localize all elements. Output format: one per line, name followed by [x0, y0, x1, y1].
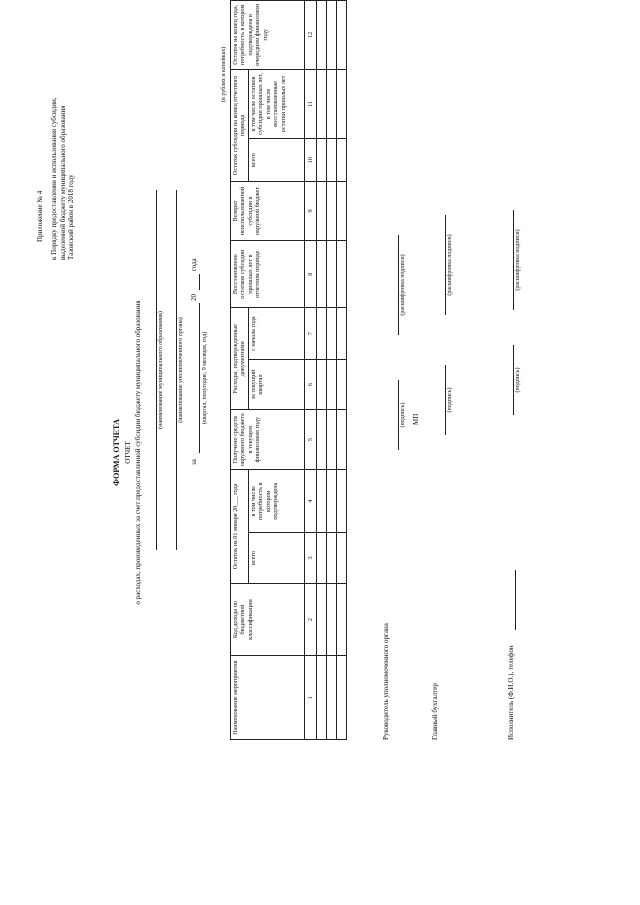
- col-header-incl-2: в том числе остатков субсидии прошлых лет, в том числе восстановленные остатки прошлых лет: [249, 69, 305, 139]
- col-number: 2: [305, 583, 317, 656]
- col-header-total-2: всего: [249, 139, 305, 182]
- units-note: (в рублях и копейках): [221, 46, 227, 102]
- executor-sign-line: [513, 345, 514, 415]
- col-number: 5: [305, 410, 317, 470]
- col-header-exp-year: с начала года: [249, 308, 305, 359]
- col-header-need-1: в том числе потребность в котором подтверждена: [249, 470, 305, 533]
- period-year-suffix: года: [190, 258, 198, 271]
- executor-phone-line: [515, 570, 516, 630]
- stamp-mp: МП: [412, 413, 420, 425]
- accountant-decode-caption: (расшифровка подписи): [447, 234, 453, 296]
- col-number: 4: [305, 470, 317, 533]
- col-number: 1: [305, 656, 317, 740]
- table-row: [327, 1, 337, 740]
- col-header-expenses: Расходы, подтвержденные документами: [231, 308, 249, 410]
- column-numbers-row: [305, 1, 317, 740]
- accountant-label: Главный бухгалтер: [431, 683, 439, 740]
- col-number: 12: [305, 1, 317, 70]
- head-decode-caption: (расшифровка подписи): [400, 254, 406, 316]
- col-number: 10: [305, 139, 317, 182]
- municipality-line: [156, 190, 157, 550]
- appendix-line-1: к Порядку предоставления и использования субсидии,: [50, 97, 59, 260]
- report-table: [230, 0, 347, 740]
- report-subtitle: о расходах, произведенных за счет предоставленной субсидии бюджету муниципального образования: [134, 300, 142, 605]
- appendix-number: Приложение № 4: [36, 190, 44, 242]
- executor-label: Исполнитель (Ф.И.О.), телефон: [507, 645, 515, 740]
- period-caption: (квартал, полугодие, 9 месяцев, год): [202, 331, 208, 425]
- col-number: 8: [305, 240, 317, 307]
- executor-decode-caption: (расшифровка подписи): [515, 229, 521, 291]
- period-prefix: за: [190, 459, 198, 465]
- executor-sign-caption: (подпись): [515, 367, 521, 393]
- accountant-sign-line: [445, 365, 446, 435]
- appendix-line-3: Тазовский район в 2018 году: [67, 174, 76, 260]
- period-line: [199, 303, 200, 453]
- head-decode-line: [398, 235, 399, 335]
- col-header-balance-start: Остаток на 01 января 20___ года: [231, 470, 249, 584]
- col-header-received: Получено средств окружного бюджета в текущем финансовом году: [231, 410, 305, 470]
- col-header-exp-quarter: за текущий квартал: [249, 359, 305, 409]
- col-header-code: Код дохода по бюджетной классификации: [231, 583, 305, 656]
- accountant-sign-caption: (подпись): [447, 387, 453, 413]
- head-sign-line: [398, 380, 399, 450]
- col-header-returned: Возврат неиспользованной субсидии в окружной бюджет: [231, 182, 305, 241]
- appendix-block: [36, 10, 76, 260]
- col-header-restored: Восстановлено остатков субсидии прошлых лет в отчетном периоде: [231, 240, 305, 307]
- executor-decode-line: [513, 210, 514, 310]
- col-header-total-1: всего: [249, 533, 305, 583]
- head-sign-caption: (подпись): [400, 402, 406, 428]
- col-number: 6: [305, 359, 317, 409]
- head-label: Руководитель уполномоченного органа: [382, 623, 390, 740]
- col-number: 3: [305, 533, 317, 583]
- authority-caption: (наименование уполномоченного органа): [178, 317, 184, 423]
- table-row: [337, 1, 347, 740]
- col-header-need-next: Остаток на конец года, потребность в котором подтверждена в очередном финансовом году: [231, 1, 305, 70]
- appendix-line-2: выделенной бюджету муниципального образования: [58, 105, 67, 260]
- col-header-name: Наименование мероприятия: [231, 656, 305, 740]
- col-number: 11: [305, 69, 317, 139]
- period-year-prefix: 20: [190, 294, 198, 301]
- municipality-caption: (наименование муниципального образования): [158, 311, 164, 429]
- report-word: ОТЧЕТ: [124, 441, 132, 464]
- col-number: 9: [305, 182, 317, 241]
- col-number: 7: [305, 308, 317, 359]
- authority-line: [176, 190, 177, 550]
- form-title: ФОРМА ОТЧЕТА: [112, 419, 121, 486]
- period-year-line: [199, 274, 200, 290]
- col-header-balance-end: Остаток субсидии на конец отчетного периода: [231, 69, 249, 181]
- accountant-decode-line: [445, 215, 446, 315]
- table-row: [317, 1, 327, 740]
